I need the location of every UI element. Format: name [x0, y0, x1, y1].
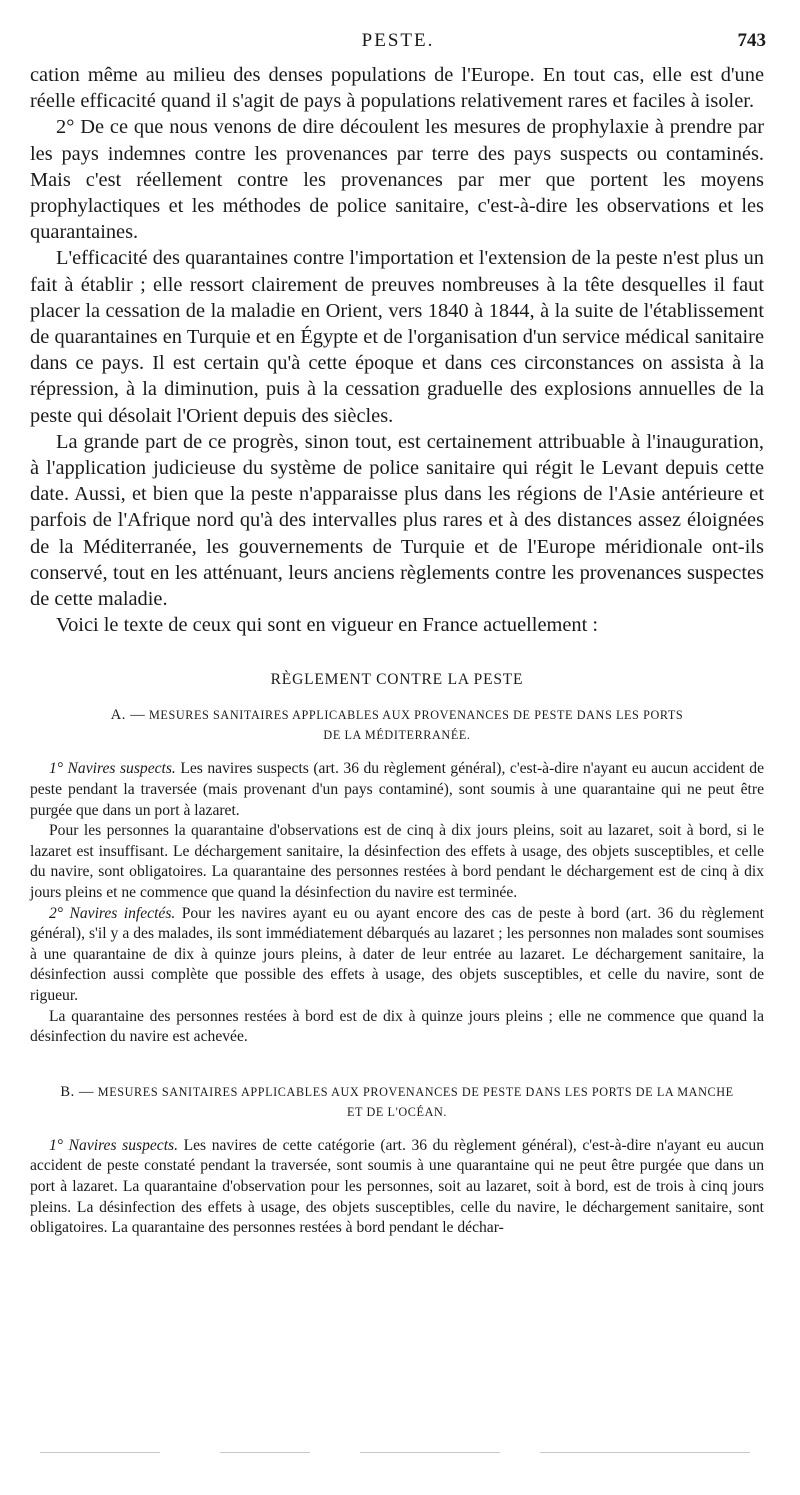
section-a-paragraph-3 [30, 904, 764, 1007]
section-a-p3-label: 2° Navires infectés. [49, 904, 176, 922]
page-number: 743 [737, 30, 766, 51]
section-title: RÈGLEMENT CONTRE LA PESTE [270, 671, 524, 689]
running-head [30, 28, 766, 54]
section-a-p1-label: 1° Navires suspects. [49, 760, 176, 778]
paragraph-progress: La grande part de ce progrès, sinon tout, est certainement attribuable à l'inauguration, à l'application judicieuse du système de police sanitaire qui régit le Levant depuis cette date. Aussi, et bien que la peste n'apparaisse plus dans les régions de l'Asie antérieure et parfois de l'Afrique nord qu'à des intervalles plus rares et à des distances assez éloignées de la Méditerranée, les gouvernements de Turquie et de l'Europe méridionale ont-ils conservé, tout en les atténuant, leurs anciens règlements contre les provenances suspectes de cette maladie. [30, 430, 764, 611]
section-b-paragraph-1 [30, 1136, 764, 1239]
paragraph-quarantine-efficacy: L'efficacité des quarantaines contre l'importation et l'extension de la peste n'est plus un fait à établir ; elle ressort clairement de preuves nombreuses à la tête desquelles il faut placer la cessation de la maladie en Orient, vers 1840 à 1844, à la suite de l'établissement de quarantaines en Turquie et en Égypte et de l'organisation d'un service médical sanitaire dans ce pays. Il est certain qu'à cette époque et dans ces circonstances on assista à la répression, à la diminution, puis à la cessation graduelle des explosions annuelles de la peste qui désolait l'Orient depuis des siècles. [30, 247, 764, 427]
section-a-paragraph-1 [30, 759, 764, 821]
artifact-segment [220, 1452, 310, 1453]
section-a-heading-line1: MESURES SANITAIRES APPLICABLES AUX PROVENANCES DE PESTE DANS LES PORTS [148, 708, 684, 723]
section-a-paragraph-2: Pour les personnes la quarantaine d'observations est de cinq à dix jours pleins, soit au lazaret, soit à bord, si le lazaret est insuffisant. Le déchargement sanitaire, la désinfection des effets à usage, des objets susceptibles, et celle du navire, sont obligatoires. La quarantaine des personnes restées à bord pendant le déchargement est de cinq à dix jours pleins et ne commence que quand la désinfection du navire est terminée. [30, 822, 764, 902]
section-b-body [30, 1136, 764, 1239]
section-b-p1-label: 1° Navires suspects. [49, 1136, 179, 1154]
paragraph-continuation: cation même au milieu des denses populations de l'Europe. En tout cas, elle est d'une réelle efficacité quand il s'agit de pays à populations relativement rares et faciles à isoler. [30, 64, 764, 113]
artifact-segment [540, 1452, 750, 1453]
section-a-heading [30, 705, 764, 745]
section-a-letter: A. — [110, 707, 146, 724]
artifact-segment [360, 1452, 500, 1453]
section-b-heading-line1: MESURES SANITAIRES APPLICABLES AUX PROVENANCES DE PESTE DANS LES PORTS DE LA MANCHE [97, 1084, 734, 1099]
running-title: PESTE. [361, 30, 435, 51]
section-a-p3-text: Pour les navires ayant eu ou ayant encore des cas de peste à bord (art. 36 du règlement général), s'il y a des malades, ils sont immédiatement débarqués au lazaret ; les personnes non malades sont soumises à une quarantaine de dix à quinze jours pleins, à dater de leur entrée au lazaret. Le déchargement sanitaire, la désinfection aussi complète que possible des effets à usage, des objets susceptibles, et celle du navire, sont de rigueur. [30, 904, 765, 1004]
section-a-heading-line2: DE LA MÉDITERRANÉE. [323, 728, 471, 743]
artifact-segment [40, 1452, 160, 1453]
paragraph-prophylaxis: 2° De ce que nous venons de dire découlent les mesures de prophylaxie à prendre par les pays indemnes contre les provenances par terre des pays suspects ou contaminés. Mais c'est réellement contre les provenances par mer que portent les moyens prophylactiques et les méthodes de police sanitaire, c'est-à-dire les observations et les quarantaines. [30, 116, 764, 244]
section-a-paragraph-4: La quarantaine des personnes restées à bord est de dix à quinze jours pleins ; elle ne commence que quand la désinfection du navire est achevée. [30, 1007, 764, 1046]
section-b-letter: B. — [60, 1083, 95, 1100]
bottom-print-artifact [0, 1452, 800, 1453]
paragraph-intro-text: Voici le texte de ceux qui sont en vigueur en France actuellement : [56, 614, 599, 637]
section-a-body [30, 759, 764, 1047]
section-b-p1-text: Les navires de cette catégorie (art. 36 du règlement général), c'est-à-dire n'ayant eu aucun accident de peste constaté pendant la traversée, sont soumis à une quarantaine qui ne peut être purgée que dans un port à lazaret. La quarantaine d'observation pour les personnes, soit au lazaret, soit à bord, est de trois à cinq jours pleins. La désinfection des effets à usage, des objets susceptibles, celle du navire, le déchargement sanitaire, sont obligatoires. La quarantaine des personnes restées à bord pendant le déchar- [30, 1136, 765, 1237]
section-a-p1-text: Les navires suspects (art. 36 du règlement général), c'est-à-dire n'ayant eu aucun accident de peste pendant la traversée (mais provenant d'un pays contaminé), sont soumis à une quarantaine qui ne peut être purgée que dans un port à lazaret. [30, 760, 764, 819]
section-b-heading-line2: ET DE L'OCÉAN. [346, 1104, 448, 1119]
main-text [30, 62, 764, 1239]
section-b-heading [30, 1082, 764, 1122]
